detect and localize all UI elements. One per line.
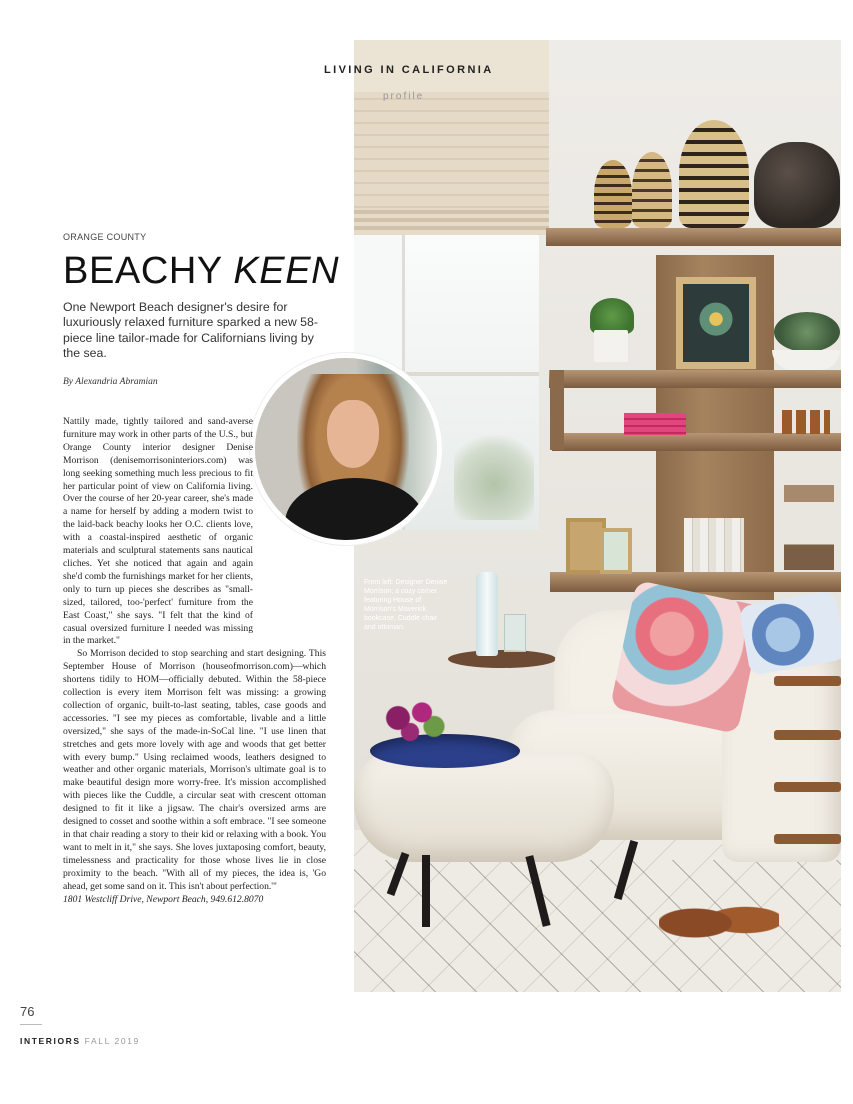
glass — [504, 614, 526, 652]
woven-basket — [679, 120, 749, 228]
white-books — [684, 518, 744, 572]
byline: By Alexandria Abramian — [63, 377, 158, 387]
shelf — [546, 228, 841, 246]
article-body — [63, 416, 326, 906]
floral-pillow — [610, 580, 764, 734]
footer — [20, 1036, 140, 1046]
headline-italic: KEEN — [233, 250, 340, 292]
amber-bottles — [782, 410, 830, 434]
sandals — [659, 890, 779, 950]
headline-regular: BEACHY — [63, 250, 234, 292]
photo-frame — [600, 528, 632, 574]
shelf — [552, 433, 841, 451]
issue-label: FALL 2019 — [84, 1036, 140, 1046]
woven-basket — [594, 160, 632, 228]
address: 1801 Westcliff Drive, Newport Beach, 949.612.8070 — [63, 893, 264, 905]
divider — [20, 1024, 42, 1025]
paragraph: Nattily made, tightly tailored and sand-averse furniture may work in other parts of the U.S., but Orange County interior designer Denise Morrison (denisemorrisoninteriors.com) was long seeking something much less precious to fit her particular point of view on California living. Over the course of her 20-year career, she's made a name for herself by adding a modern twist to the laid-back beachy looks her O.C. clients love, with a coastal-inspired aesthetic of organic materials and sculptural statements sans nautical cliches. Yet she noticed that again and again she'd comb the furnishings market for her clients, only to turn up pieces she describes as "small-sized, tailored, too-'perfect' furniture from the East Coast," she says. "I felt that the kind of casual oversized furniture I needed was missing in the market." — [63, 416, 253, 647]
shelf — [549, 370, 841, 388]
page-number: 76 — [20, 1004, 35, 1019]
region-label: ORANGE COUNTY — [63, 232, 147, 242]
section-label: profile — [383, 91, 425, 102]
side-table — [448, 650, 556, 668]
paragraph: So Morrison decided to stop searching and start designing. This September House of Morrison (houseofmorrison.com)—which shortens tidily to HOM—officially debuted. Within the 58-piece collection is every item Morrison felt was missing: a growing collection of organic, built-to-last seating, tables, case goods and accessories. "I see my pieces as comfortable, livable and a little oversized," she says of the made-in-SoCal line. "I use linen that stretches and gets more lovely with age and woods that get better with every bump." Using reclaimed woods, leathers designed to weather and other organic materials, Morrison's ultimate goal is to make beautiful design more worry-free. It's mission accomplished with pieces like the Cuddle, a circular seat with crescent ottoman designed to fit it like a jigsaw. The chair's oversized arms are designed to cosset and soothe within a soft embrace. "I see someone in that chair reading a story to their kid or relaxing with a book. You want to melt in it," she says. She loves juxtaposing comfort, beauty, timelessness and practicality for those whose lives lie in close proximity to the beach. "With all of my pieces, the idea is, 'Go ahead, get some sand on it. This isn't about perfection.'" — [63, 648, 326, 892]
woven-basket — [632, 152, 672, 228]
pink-books — [624, 413, 686, 435]
succulent — [774, 312, 840, 352]
water-bottle — [476, 572, 498, 656]
framed-art — [676, 277, 756, 369]
crescent-ottoman — [354, 752, 614, 862]
clay-pot — [754, 142, 840, 228]
photo-caption: From left: Designer Denise Morrison; a cozy corner featuring House of Morrison's Maverick bookcase, Cuddle chair and ottoman. — [364, 579, 448, 631]
wood-sculpture — [784, 485, 834, 570]
potted-plant — [590, 298, 634, 334]
section-kicker: LIVING IN CALIFORNIA — [324, 64, 494, 76]
headline — [63, 250, 339, 293]
flower-arrangement — [374, 690, 454, 746]
dek: One Newport Beach designer's desire for luxuriously relaxed furniture sparked a new 58-piece line tailor-made for Californians living by the sea. — [63, 300, 318, 361]
shelf — [550, 572, 841, 592]
magazine-name: INTERIORS — [20, 1036, 81, 1046]
